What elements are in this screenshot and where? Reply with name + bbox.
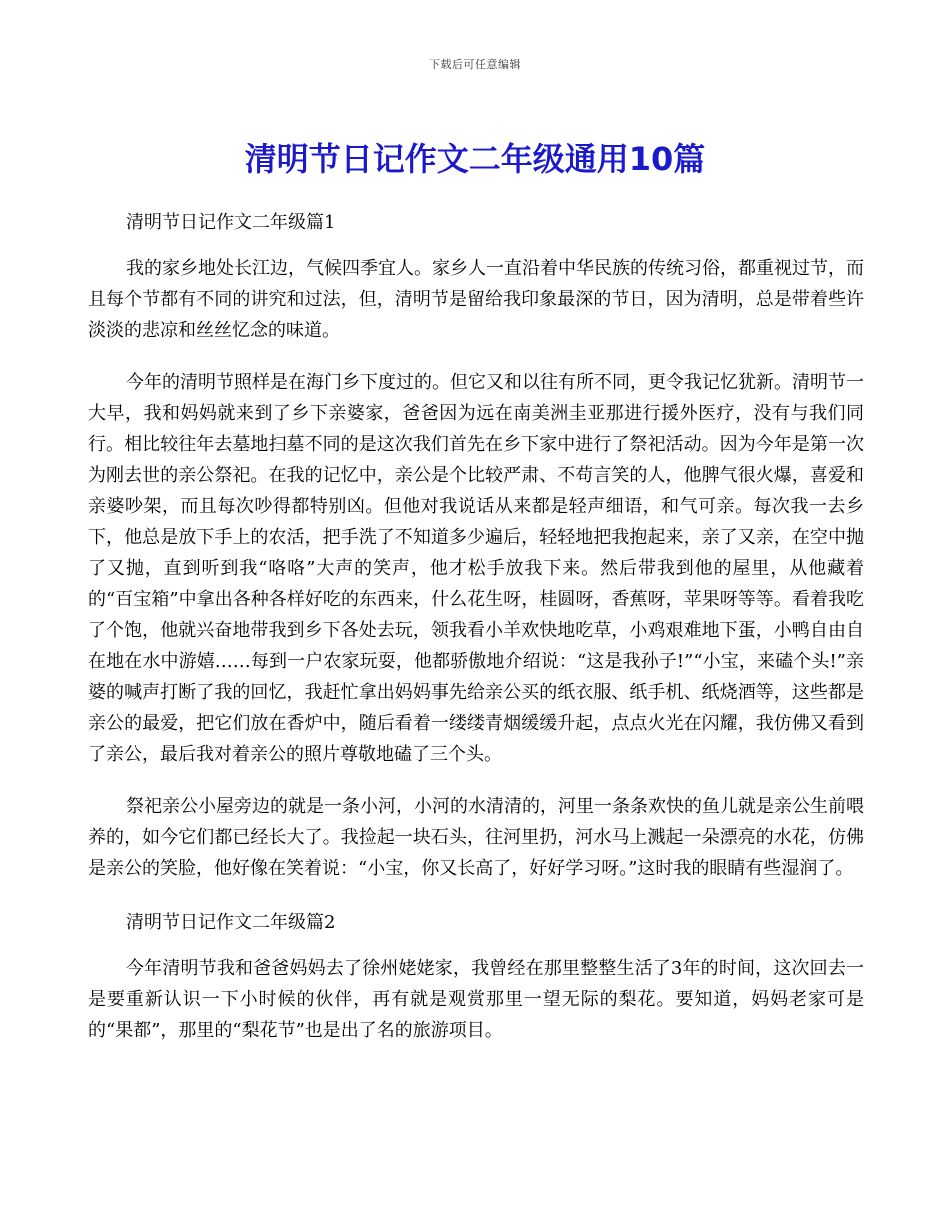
paragraph: 祭祀亲公小屋旁边的就是一条小河，小河的水清清的，河里一条条欢快的鱼儿就是亲公生前喂养的，如今它们都已经长大了。我捡起一块石头，往河里扔，河水马上溅起一朵漂亮的水花，仿佛是亲公的笑脸，他好像在笑着说：“小宝，你又长高了，好好学习呀。”这时我的眼睛有些湿润了。: [88, 796, 864, 879]
paragraph: 今年清明节我和爸爸妈妈去了徐州姥姥家，我曾经在那里整整生活了3年的时间，这次回去一是要重新认识一下小时候的伙伴，再有就是观赏那里一望无际的梨花。要知道，妈妈老家可是的“果都”，那里的“梨花节”也是出了名的旅游项目。: [88, 958, 864, 1041]
document-title: 清明节日记作文二年级通用10篇: [244, 140, 706, 178]
section-2: [88, 905, 864, 1046]
paragraph: 我的家乡地处长江边，气候四季宜人。家乡人一直沿着中华民族的传统习俗，都重视过节，而且每个节都有不同的讲究和过法，但，清明节是留给我印象最深的节日，因为清明，总是带着些许淡淡的悲凉和丝丝忆念的味道。: [88, 258, 864, 341]
section-heading: 清明节日记作文二年级篇2: [126, 912, 336, 933]
header-note: 下载后可任意编辑: [429, 58, 521, 71]
paragraph: 今年的清明节照样是在海门乡下度过的。但它又和以往有所不同，更令我记忆犹新。清明节一大早，我和妈妈就来到了乡下亲婆家，爸爸因为远在南美洲圭亚那进行援外医疗，没有与我们同行。相比较往年去墓地扫墓不同的是这次我们首先在乡下家中进行了祭祀活动。因为今年是第一次为刚去世的亲公祭祀。在我的记忆中，亲公是个比较严肃、不苟言笑的人，他脾气很火爆，喜爱和亲婆吵架，而且每次吵得都特别凶。但他对我说话从来都是轻声细语，和气可亲。每次我一去乡下，他总是放下手上的农活，把手洗了不知道多少遍后，轻轻地把我抱起来，亲了又亲，在空中抛了又抛，直到听到我“咯咯”大声的笑声，他才松手放我下来。然后带我到他的屋里，从他藏着的“百宝箱”中拿出各种各样好吃的东西来，什么花生呀，桂圆呀，香蕉呀，苹果呀等等。看着我吃了个饱，他就兴奋地带我到乡下各处去玩，领我看小羊欢快地吃草，小鸡艰难地下蛋，小鸭自由自在地在水中游嬉……每到一户农家玩耍，他都骄傲地介绍说：“这是我孙子!”“小宝，来磕个头!”亲婆的喊声打断了我的回忆，我赶忙拿出妈妈事先给亲公买的纸衣服、纸手机、纸烧酒等，这些都是亲公的最爱，把它们放在香炉中，随后看着一缕缕青烟缓缓升起，点点火光在闪耀，我仿佛又看到了亲公，最后我对着亲公的照片尊敬地磕了三个头。: [88, 372, 864, 765]
section-1: [88, 205, 864, 884]
document-body: [88, 205, 864, 1067]
section-heading: 清明节日记作文二年级篇1: [126, 212, 336, 233]
